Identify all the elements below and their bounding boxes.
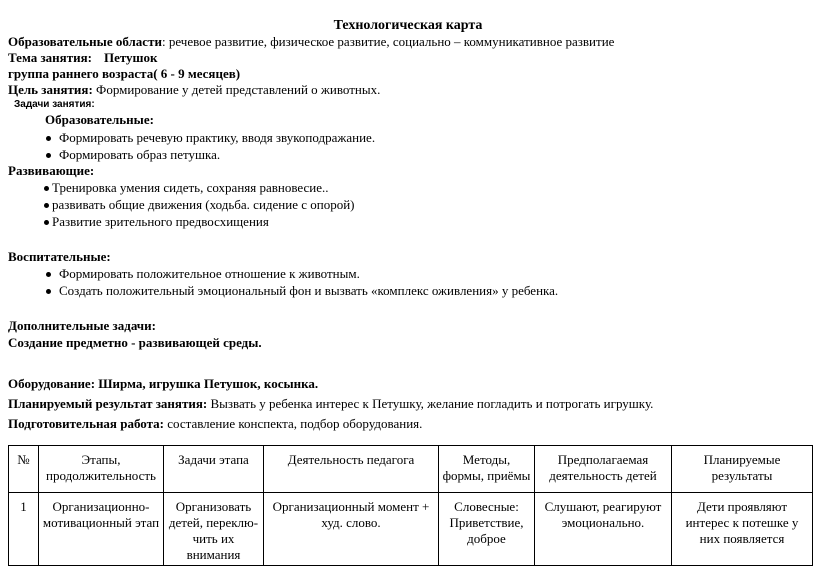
- table-header-cell: Деятельность педагога: [264, 446, 439, 493]
- topic-label: Тема занятия:: [8, 50, 92, 65]
- bullet-icon: [44, 203, 49, 208]
- developing-item: Тренировка умения сидеть, сохраняя равновесие..: [44, 180, 329, 196]
- bullet-icon: [46, 153, 51, 158]
- environment-line: Создание предметно - развивающей среды.: [8, 335, 262, 350]
- educational-item: Формировать речевую практику, вводя звукоподражание.: [46, 130, 375, 146]
- educational-label: Образовательные:: [45, 112, 154, 127]
- table-row: [9, 493, 813, 566]
- developing-item: Развитие зрительного предвосхищения: [44, 214, 269, 230]
- table-header-cell: Предполагаемая деятельность детей: [535, 446, 672, 493]
- table-cell: Организовать детей, переклю-чить их внимания: [164, 493, 264, 566]
- areas-text: речевое развитие, физическое развитие, социально – коммуникативное развитие: [165, 34, 615, 49]
- educational-item: Формировать образ петушка.: [46, 147, 220, 163]
- topic-text: Петушок: [103, 50, 158, 65]
- table-cell: 1: [9, 493, 39, 566]
- planned-result-line: [8, 396, 653, 412]
- goal-label: Цель занятия:: [8, 82, 93, 97]
- goal-line: [8, 82, 380, 98]
- table-header-cell: Задачи этапа: [164, 446, 264, 493]
- equipment-line: Оборудование: Ширма, игрушка Петушок, косынка.: [8, 376, 319, 391]
- prep-work-line: [8, 416, 422, 432]
- areas-label: Образовательные области: [8, 34, 162, 49]
- developing-label: Развивающие:: [8, 163, 95, 178]
- group-line: группа раннего возраста( 6 - 9 месяцев): [8, 66, 241, 81]
- table-header-cell: №: [9, 446, 39, 493]
- bullet-icon: [44, 186, 49, 191]
- bullet-icon: [46, 289, 51, 294]
- topic-line: [8, 50, 158, 66]
- bullet-icon: [46, 136, 51, 141]
- areas-separator: :: [161, 34, 166, 49]
- table-cell: Слушают, реагируют эмоционально.: [535, 493, 672, 566]
- goal-text: Формирование у детей представлений о животных.: [92, 82, 381, 97]
- table-header-cell: Планируемые результаты: [672, 446, 813, 493]
- upbringing-label: Воспитательные:: [8, 249, 111, 264]
- educational-areas-line: [8, 34, 614, 50]
- lesson-table: [8, 445, 813, 566]
- developing-item: развивать общие движения (ходьба. сидение с опорой): [44, 197, 355, 213]
- result-label: Планируемый результат занятия:: [8, 396, 208, 411]
- bullet-icon: [46, 272, 51, 277]
- table-header-cell: Этапы, продолжительность: [39, 446, 164, 493]
- upbringing-item: Формировать положительное отношение к животным.: [46, 266, 360, 282]
- result-text: Вызвать у ребенка интерес к Петушку, желание погладить и потрогать игрушку.: [207, 396, 654, 411]
- table-cell: Организационный момент + худ. слово.: [264, 493, 439, 566]
- table-cell: Словесные: Приветствие, доброе: [439, 493, 535, 566]
- table-header-cell: Методы, формы, приёмы: [439, 446, 535, 493]
- bullet-icon: [44, 220, 49, 225]
- table-cell: Организационно-мотивационный этап: [39, 493, 164, 566]
- prep-label: Подготовительная работа:: [8, 416, 164, 431]
- table-cell: Дети проявляют интерес к потешке у них появляется: [672, 493, 813, 566]
- table-header-row: [9, 446, 813, 493]
- upbringing-item: Создать положительный эмоциональный фон и вызвать «комплекс оживления» у ребенка.: [46, 283, 558, 299]
- document-title: Технологическая карта: [333, 18, 483, 33]
- prep-text: составление конспекта, подбор оборудования.: [163, 416, 423, 431]
- additional-tasks-label: Дополнительные задачи:: [8, 318, 156, 333]
- tasks-label: Задачи занятия:: [14, 99, 95, 110]
